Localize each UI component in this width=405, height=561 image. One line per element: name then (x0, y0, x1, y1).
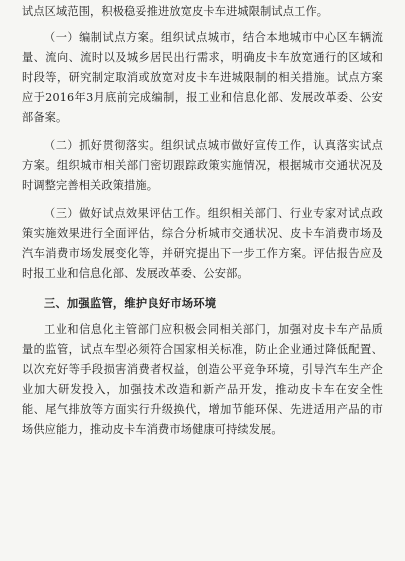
item-1-paragraph: （一）编制试点方案。组织试点城市，结合本地城市中心区车辆流量、流向、流时以及城乡居民出行需求，明确皮卡车放宽通行的区域和时段等，研究制定取消或放宽对皮卡车进城限制的相关措施。试点方案应于2016年3月底前完成编制，报工业和信息化部、发展改革委、公安部备案。 (22, 31, 383, 124)
section-3-heading: 三、加强监管，维护良好市场环境 (44, 297, 217, 310)
lead-paragraph: 试点区域范围，积极稳妥推进放宽皮卡车进城限制试点工作。 (22, 5, 329, 18)
section-3-paragraph: 工业和信息化主管部门应积极会同相关部门，加强对皮卡车产品质量的监管，试点车型必须符合国家相关标准，防止企业通过降低配置、以次充好等手段损害消费者权益，创造公平竞争环境，引导汽车生产企业加大研发投入，加强技术改造和新产品开发，推动皮卡车在安全性能、尾气排放等方面实行升级换代，增加节能环保、先进适用产品的市场供应能力，推动皮卡车消费市场健康可持续发展。 (22, 323, 383, 436)
item-3-paragraph: （三）做好试点效果评估工作。组织相关部门、行业专家对试点政策实施效果进行全面评估，综合分析城市交通状况、皮卡车消费市场及汽车消费市场发展变化等，并研究提出下一步工作方案。评估报告应及时报工业和信息化部、发展改革委、公安部。 (22, 207, 383, 280)
item-2-paragraph: （二）抓好贯彻落实。组织试点城市做好宣传工作，认真落实试点方案。组织城市相关部门密切跟踪政策实施情况，根据城市交通状况及时调整完善相关政策措施。 (22, 139, 383, 192)
